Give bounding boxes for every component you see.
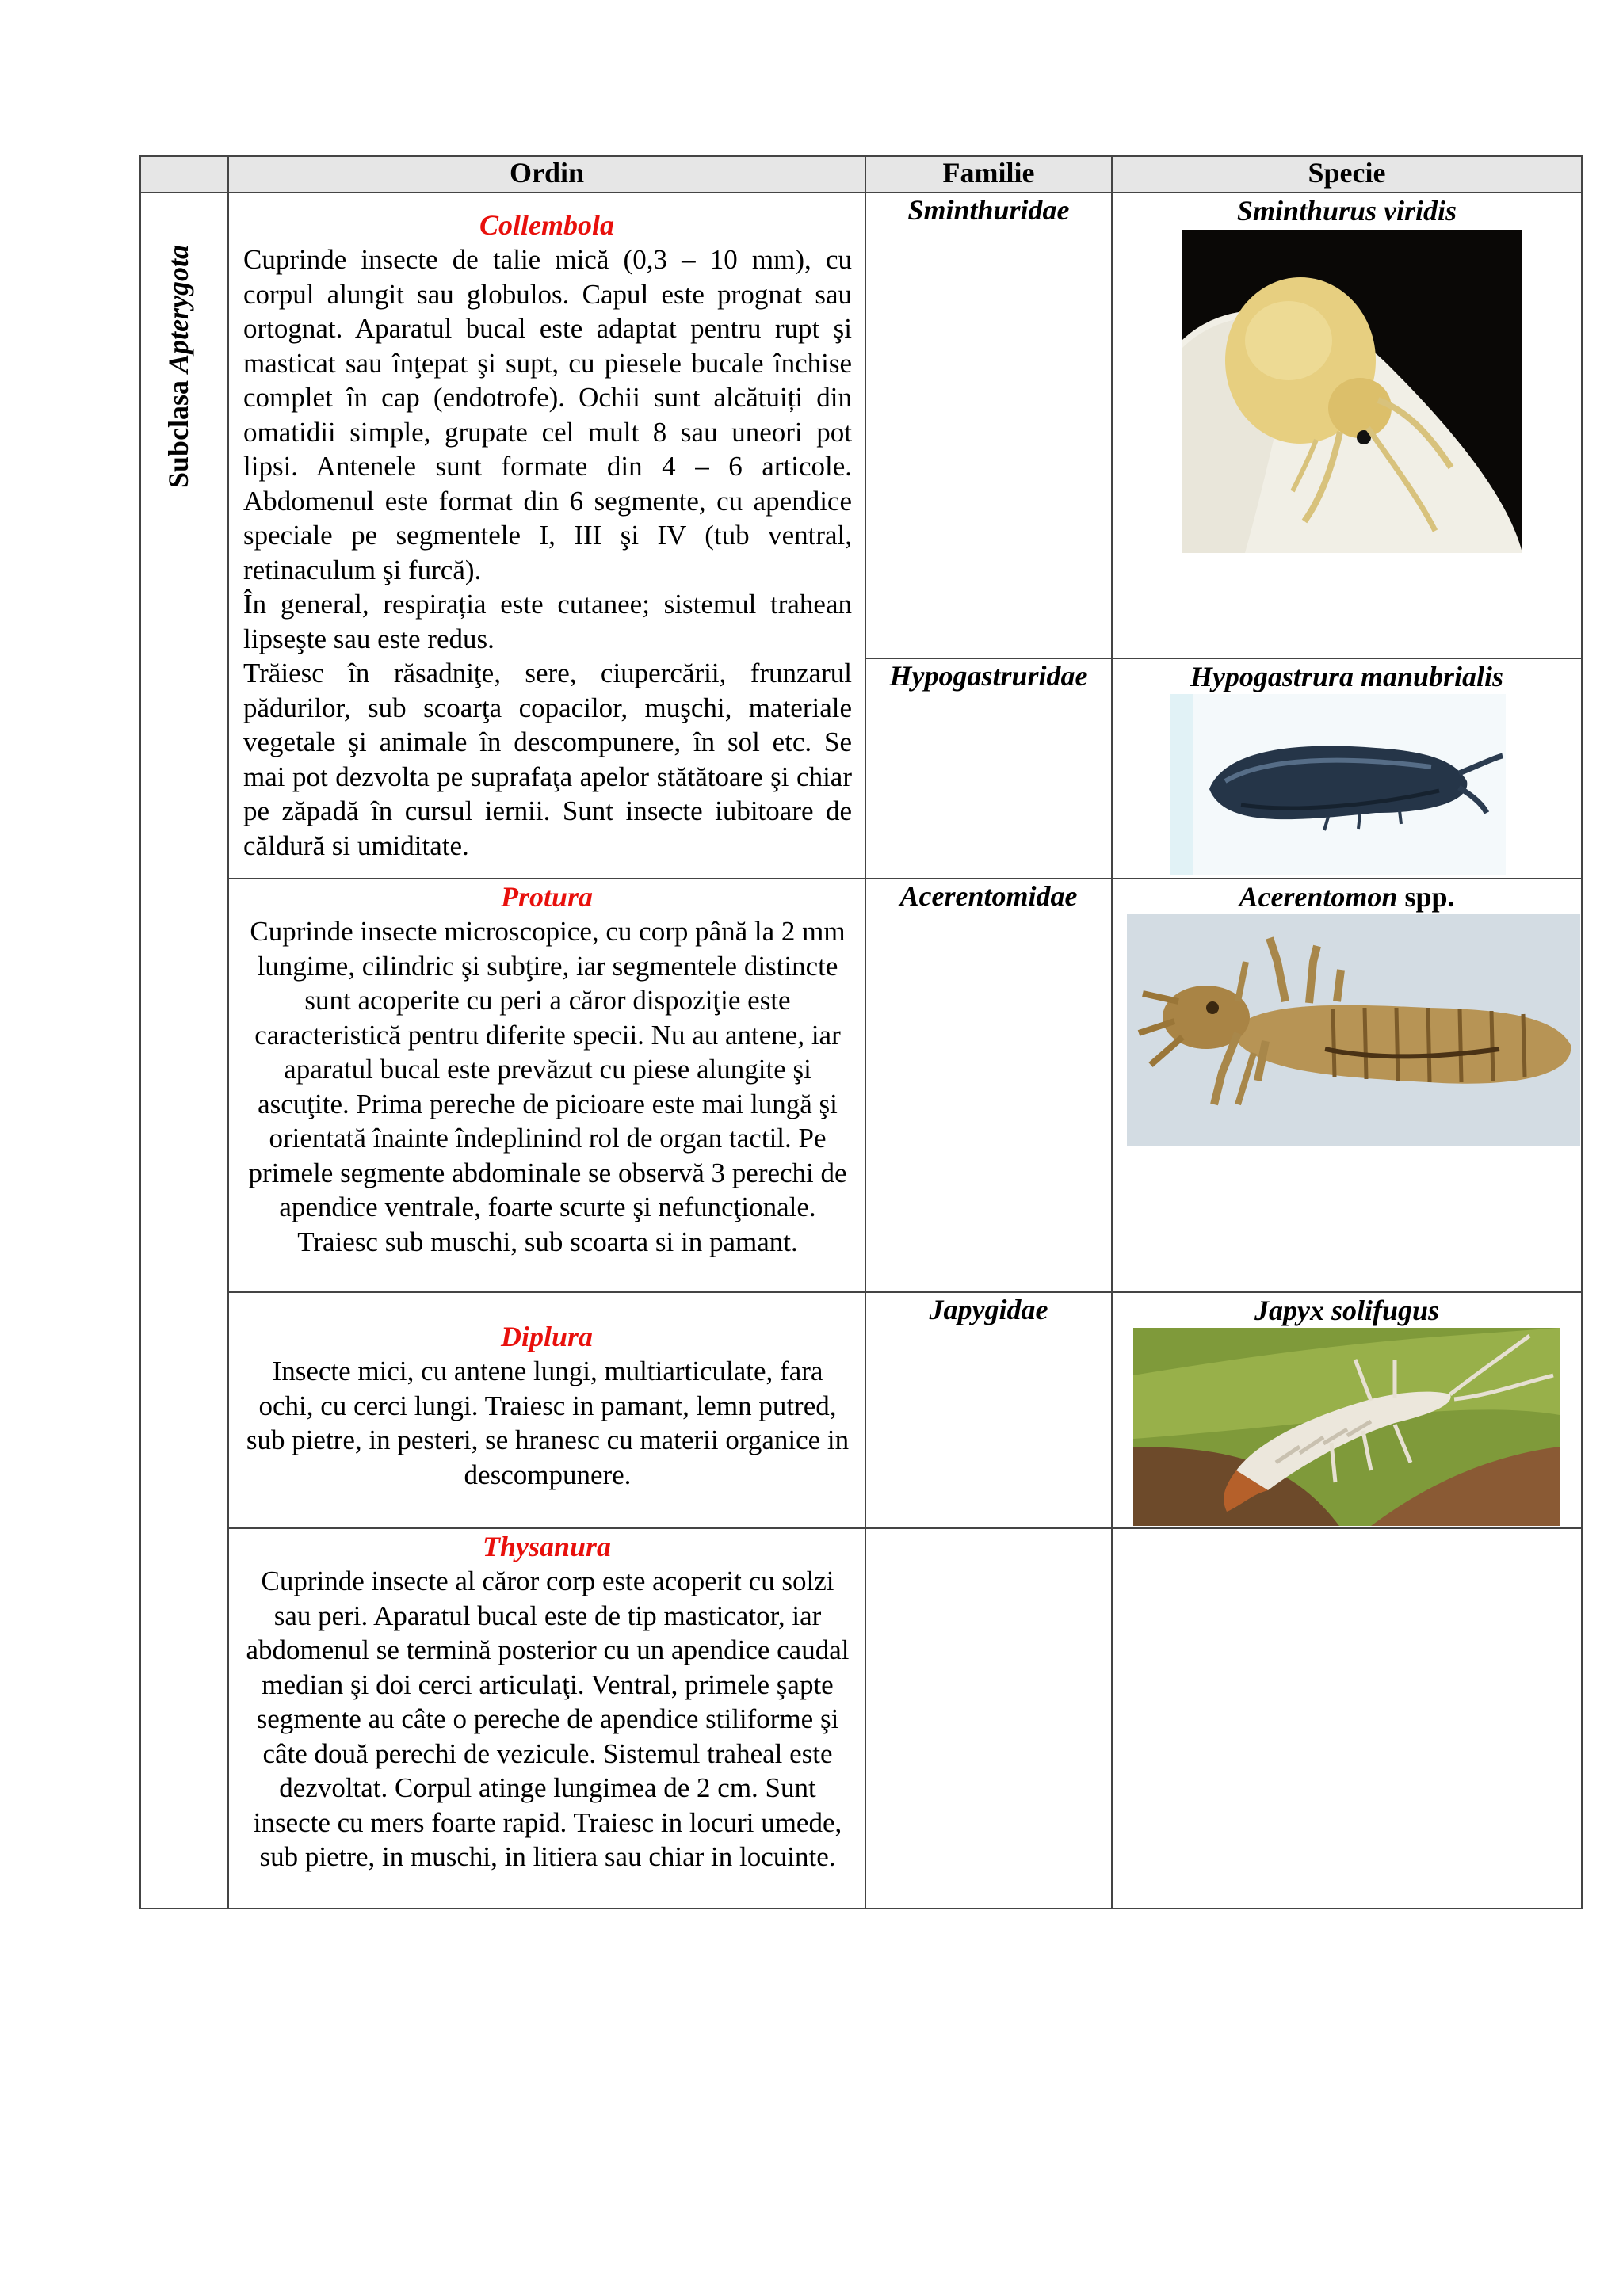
order-name-thysanura: Thysanura [482,1531,612,1562]
family-cell: Hypogastruridae [865,658,1112,879]
japyx-photo [1133,1328,1560,1526]
species-suffix: spp. [1404,881,1455,913]
table-row [140,879,1582,1292]
collembola-paragraph-2: În general, respirația este cutanee; sistemul trahean lipseşte sau este redus. [243,589,852,654]
order-cell-thysanura [228,1528,865,1909]
order-name-diplura: Diplura [500,1321,594,1352]
taxonomy-table [139,155,1583,1909]
table-row [140,193,1582,658]
species-cell [1112,658,1582,879]
header-species: Specie [1112,156,1582,193]
table-row [140,1528,1582,1909]
species-name: Japyx solifugus [1254,1295,1440,1326]
collembola-paragraph-1: Cuprinde insecte de talie mică (0,3 – 10 mm), cu corpul alungit sau globulos. Capul este prognat sau ortognat. Aparatul bucal este adaptat pentru rupt şi masticat sau înţepat şi supt, cu piesele bucale închise complet în cap (endotrofe). Ochii sunt alcătuiți din omatidii simple, grupate cel mult 8 sau uneori pot lipsi. Antenele sunt formate din 4 – 6 articole. Abdomenul este format din 6 segmente, cu apendice speciale pe segmentele I, III şi IV (tub ventral, retinaculum şi furcă). [243,244,852,585]
order-cell-protura [228,879,865,1292]
header-family: Familie [865,156,1112,193]
family-cell: Acerentomidae [865,879,1112,1292]
species-cell [1112,1292,1582,1528]
order-description-diplura: Insecte mici, cu antene lungi, multiarticulate, fara ochi, cu cerci lungi. Traiesc in pamant, lemn putred, sub pietre, in pesteri, se hranesc cu materii organice in descompunere. [246,1356,850,1490]
subclass-cell [140,193,228,1909]
subclass-label: Subclasa Apterygota [162,244,194,488]
species-name: Hypogastrura manubrialis [1190,661,1504,692]
species-genus: Acerentomon [1239,881,1398,913]
order-cell-collembola [228,193,865,879]
order-description-thysanura: Cuprinde insecte al căror corp este acoperit cu solzi sau peri. Aparatul bucal este de tip masticator, iar abdomenul se termină posterior cu un apendice caudal median şi doi cerci articulaţi. Ventral, primele şapte segmente au câte o pereche de apendice stiliforme şi câte două perechi de vezicule. Sistemul traheal este dezvoltat. Corpul atinge lungimea de 2 cm. Sunt insecte cu mers foarte rapid. Traiesc in locuri umede, sub pietre, in muschi, in litiera sau chiar in locuinte. [246,1566,850,1872]
header-order: Ordin [228,156,865,193]
species-name: Sminthurus viridis [1236,195,1457,227]
header-subclass-cell [140,156,228,193]
hypogastrura-photo [1170,694,1506,875]
order-name-protura: Protura [500,881,594,913]
order-description-protura: Cuprinde insecte microscopice, cu corp până la 2 mm lungime, cilindric şi subţire, iar segmentele distincte sunt acoperite cu peri a căror dispoziţie este caracteristică pentru diferite specii. Nu au antene, iar aparatul bucal este prevăzut cu piese alungite şi ascuţite. Prima pereche de picioare este mai lungă şi orientată înainte îndeplinind rol de organ tactil. Pe primele segmente abdominale se observă 3 perechi de apendice ventrale, foarte scurte şi nefuncţionale. Traiesc sub muschi, sub scoarta si in pamant. [248,916,847,1257]
order-cell-diplura [228,1292,865,1528]
acerentomon-photo [1127,914,1580,1146]
family-cell-empty [865,1528,1112,1909]
order-description-collembola [229,242,865,863]
species-cell-empty [1112,1528,1582,1909]
family-cell: Japygidae [865,1292,1112,1528]
species-cell [1112,193,1582,658]
table-row [140,1292,1582,1528]
species-name [1113,879,1581,914]
header-row [140,156,1582,193]
species-cell [1112,879,1582,1292]
family-cell: Sminthuridae [865,193,1112,658]
order-name-collembola: Collembola [479,209,614,241]
collembola-paragraph-3: Trăiesc în răsadniţe, sere, ciupercării, frunzarul pădurilor, sub scoarţa copacilor, muşchi, materiale vegetale şi animale în descompunere, în sol etc. Se mai pot dezvolta pe suprafaţa apelor stătătoare şi chiar pe zăpadă în cursul iernii. Sunt insecte iubitoare de căldură si umiditate. [243,658,852,861]
sminthurus-photo [1182,230,1522,553]
